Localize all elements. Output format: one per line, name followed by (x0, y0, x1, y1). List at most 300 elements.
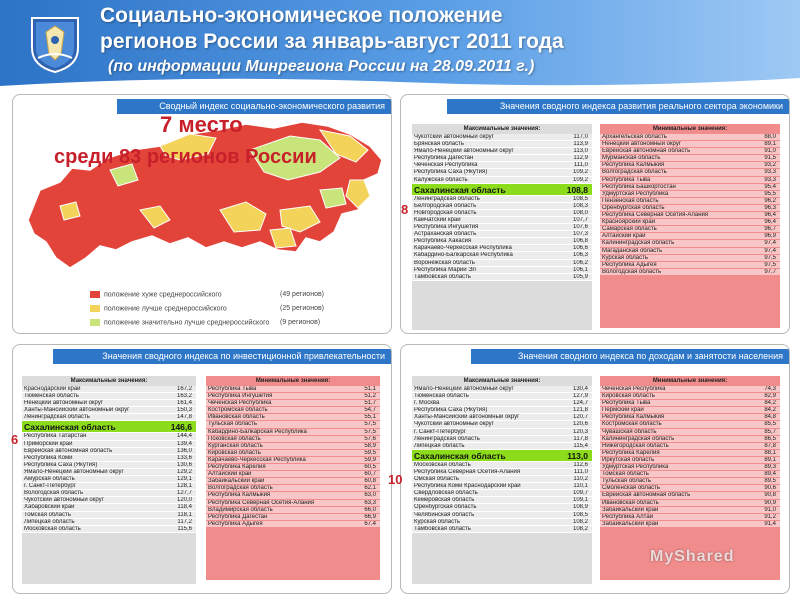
table-row (206, 471, 380, 478)
region-name: Алтайский край (602, 233, 646, 240)
index-value: 108,2 (572, 525, 588, 532)
index-value: 55,1 (364, 414, 376, 421)
legend-item-much-better: положение значительно лучше среднероссийского (9 регионов) (90, 319, 370, 326)
table-row (600, 485, 780, 492)
index-value: 97,5 (764, 261, 776, 268)
region-name: Омская область (414, 476, 460, 483)
table-row (412, 155, 592, 162)
table-row (412, 169, 592, 176)
index-value: 88,0 (764, 134, 776, 140)
index-value: 117,0 (573, 134, 588, 140)
region-name: Ненецкий автономный округ (24, 400, 104, 407)
table-row (22, 455, 196, 462)
region-name: Курская область (602, 254, 648, 261)
index-value: 108,9 (572, 504, 588, 511)
index-value: 120,7 (572, 414, 588, 421)
table-row (600, 457, 780, 464)
table-row (412, 504, 592, 511)
index-value: 60,5 (364, 464, 376, 471)
index-value: 93,2 (764, 162, 776, 169)
index-value: 89,5 (764, 478, 776, 485)
region-name: Камчатский край (414, 216, 461, 223)
region-name: Республика Дагестан (208, 513, 268, 520)
index-value: 113,0 (573, 148, 588, 155)
region-name: Ленинградская область (24, 414, 90, 421)
region-name: Кировская область (208, 449, 261, 456)
panel-title: Значения сводного индекса по инвестиционной привлекательности (53, 349, 391, 364)
table-row (206, 400, 380, 407)
table-row (600, 478, 780, 485)
region-name: Кабардино-Балкарская Республика (208, 428, 307, 435)
region-name: Республика Карелия (602, 449, 660, 456)
table-row (412, 400, 592, 407)
table-row (22, 462, 196, 469)
table-row (412, 483, 592, 490)
index-value: 108,3 (572, 202, 588, 209)
index-value: 96,3 (764, 204, 776, 211)
region-name: Республика Ингушетия (208, 393, 273, 400)
index-value: 89,1 (764, 141, 776, 148)
index-value: 129,2 (176, 468, 192, 475)
region-name: Тюменская область (24, 393, 79, 400)
index-value: 84,2 (764, 400, 776, 407)
region-name: Чувашская область (602, 428, 657, 435)
table-row (600, 443, 780, 450)
page-subtitle: (по информации Минрегиона России на 28.09.2011 г.) (108, 58, 535, 75)
index-value: 139,4 (176, 440, 192, 447)
region-name: Сахалинская область (414, 184, 506, 195)
region-name: Нижегородская область (602, 442, 669, 449)
max-values-table (22, 376, 196, 584)
panel-title: Значения сводного индекса развития реального сектора экономики (447, 99, 789, 114)
table-row (600, 500, 780, 507)
table-row (600, 191, 780, 198)
max-values-table (412, 376, 592, 584)
index-value: 84,2 (764, 407, 776, 414)
index-value: 108,5 (572, 195, 588, 202)
region-name: Чукотский автономный округ (414, 421, 494, 428)
region-name: Пермский край (602, 407, 644, 414)
index-value: 106,2 (572, 259, 588, 266)
table-row (600, 514, 780, 521)
region-name: Челябинская область (414, 511, 475, 518)
index-value: 89,3 (764, 464, 776, 471)
region-name: Республика Дагестан (414, 155, 474, 162)
index-value: 51,1 (364, 386, 376, 392)
table-row (206, 500, 380, 507)
legend-swatch (90, 305, 100, 312)
table-row (412, 196, 592, 203)
region-name: Вологодская область (24, 490, 84, 497)
region-name: Брянская область (414, 141, 464, 148)
region-name: г. Москва (414, 400, 440, 407)
region-name: Республика Тыва (602, 176, 651, 183)
table-header: Максимальные значения: (70, 378, 148, 384)
index-value: 93,3 (764, 176, 776, 183)
table-row (206, 407, 380, 414)
region-name: Удмуртская Республика (602, 190, 669, 197)
region-name: Кировская область (602, 393, 655, 400)
index-value: 60,8 (364, 478, 376, 485)
region-name: Липецкая область (24, 518, 75, 525)
index-value: 96,7 (764, 226, 776, 233)
table-row (412, 141, 592, 148)
table-header: Максимальные значения: (463, 126, 541, 132)
index-value: 128,1 (176, 483, 192, 490)
table-row (600, 233, 780, 240)
region-name: Вологодская область (602, 268, 662, 275)
region-name: Карачаево-Черкесская Республика (414, 245, 512, 252)
rank-description: среди 83 регионов России (54, 146, 317, 168)
region-name: Томская область (602, 471, 649, 478)
min-values-table (600, 124, 780, 328)
index-value: 107,6 (572, 224, 588, 231)
index-value: 118,1 (177, 511, 192, 518)
region-name: Липецкая область (414, 442, 465, 449)
index-value: 110,1 (573, 483, 588, 490)
table-row (22, 469, 196, 476)
index-value: 127,9 (572, 393, 588, 400)
table-row (412, 274, 592, 281)
index-value: 89,4 (764, 471, 776, 478)
table-row (600, 141, 780, 148)
region-name: г. Санкт-Петербург (414, 428, 466, 435)
table-row (600, 205, 780, 212)
table-row (22, 504, 196, 511)
legend-swatch (90, 319, 100, 326)
table-row (600, 155, 780, 162)
index-value: 97,7 (764, 268, 776, 275)
table-row (412, 519, 592, 526)
index-value: 109,1 (572, 497, 588, 504)
region-name: Ивановская область (602, 499, 659, 506)
table-row (600, 521, 780, 528)
index-value: 93,3 (764, 169, 776, 176)
table-row (412, 148, 592, 155)
index-value: 120,6 (572, 421, 588, 428)
region-name: Сахалинская область (24, 422, 116, 433)
index-value: 97,4 (764, 240, 776, 247)
region-name: Ивановская область (208, 414, 265, 421)
table-row (22, 519, 196, 526)
region-name: Республика Хакасия (414, 238, 472, 245)
index-value: 113,0 (567, 450, 588, 461)
index-value: 136,0 (176, 447, 192, 454)
index-value: 91,0 (764, 148, 776, 155)
index-value: 96,9 (764, 233, 776, 240)
index-value: 108,0 (572, 209, 588, 216)
index-value: 63,0 (364, 492, 376, 499)
table-row (206, 485, 380, 492)
table-row (600, 400, 780, 407)
region-name: Чеченская Республика (414, 162, 478, 169)
index-value: 161,4 (176, 400, 192, 407)
table-row (412, 203, 592, 210)
table-row (600, 464, 780, 471)
region-name: Тульская область (208, 421, 258, 428)
index-value: 124,7 (572, 400, 588, 407)
region-name: Калужская область (414, 176, 468, 183)
region-name: Тульская область (602, 478, 652, 485)
coat-of-arms-icon (28, 14, 82, 74)
table-row (412, 231, 592, 238)
region-name: Республика Северная Осетия-Алания (602, 212, 709, 219)
table-row (22, 476, 196, 483)
index-value: 109,2 (572, 169, 588, 176)
region-name: Волгоградская область (602, 169, 667, 176)
region-name: Еврейская автономная область (602, 148, 691, 155)
index-value: 95,4 (764, 183, 776, 190)
index-value: 90,6 (764, 485, 776, 492)
region-name: Ямало-Ненецкий автономный округ (24, 468, 124, 475)
region-name: Московская область (24, 525, 81, 532)
table-row-highlighted (412, 184, 592, 196)
table-row (600, 492, 780, 499)
region-name: Республика Марий Эл (414, 266, 476, 273)
region-name: Ненецкий автономный округ (602, 141, 682, 148)
table-row (206, 514, 380, 521)
index-value: 147,8 (176, 414, 192, 421)
index-value: 150,3 (176, 407, 192, 414)
index-value: 112,9 (573, 155, 588, 162)
region-name: Самарская область (602, 226, 657, 233)
index-value: 57,5 (364, 421, 376, 428)
index-value: 96,4 (764, 212, 776, 219)
table-row (600, 219, 780, 226)
table-row (22, 433, 196, 440)
table-row (600, 262, 780, 269)
region-name: Республика Северная Осетия-Алания (208, 499, 315, 506)
region-name: Курская область (414, 518, 460, 525)
table-row (412, 429, 592, 436)
region-name: Республика Карелия (208, 464, 266, 471)
table-row (206, 436, 380, 443)
index-value: 59,5 (364, 449, 376, 456)
index-value: 117,2 (177, 518, 192, 525)
index-value: 130,6 (176, 461, 192, 468)
region-name: Республика Башкортостан (602, 183, 676, 190)
region-name: Приморский край (24, 440, 73, 447)
table-row (206, 457, 380, 464)
table-row (600, 240, 780, 247)
table-row (412, 393, 592, 400)
region-name: Карачаево-Черкесская Республика (208, 456, 306, 463)
table-row (206, 464, 380, 471)
region-name: г. Санкт-Петербург (24, 483, 76, 490)
region-name: Чеченская Республика (208, 400, 272, 407)
table-row (600, 162, 780, 169)
region-name: Алтайский край (208, 471, 252, 478)
index-value: 97,4 (764, 247, 776, 254)
index-value: 109,7 (572, 490, 588, 497)
region-name: Тюменская область (414, 393, 469, 400)
legend-item-better: положение лучше среднероссийского (25 регионов) (90, 305, 370, 312)
region-name: Забайкальский край (602, 506, 659, 513)
region-name: Смоленская область (602, 485, 661, 492)
region-name: Ханты-Мансийский автономный округ (414, 414, 520, 421)
index-value: 105,9 (572, 273, 588, 280)
region-name: Воронежская область (414, 259, 475, 266)
index-value: 66,0 (364, 506, 376, 513)
table-row (22, 441, 196, 448)
region-name: Республика Ингушетия (414, 224, 479, 231)
index-value: 108,5 (572, 511, 588, 518)
table-row (412, 436, 592, 443)
table-row (206, 421, 380, 428)
table-row (22, 400, 196, 407)
region-name: Республика Саха (Якутия) (414, 169, 488, 176)
region-name: Еврейская автономная область (24, 447, 113, 454)
region-name: Владимирская область (208, 506, 273, 513)
region-name: Забайкальский край (602, 520, 659, 527)
table-row (412, 469, 592, 476)
region-name: Томская область (24, 511, 71, 518)
region-name: Новгородская область (414, 209, 477, 216)
table-row (412, 476, 592, 483)
index-value: 96,2 (764, 197, 776, 204)
region-name: Калининградская область (602, 240, 675, 247)
index-value: 167,2 (176, 386, 192, 392)
table-row (412, 443, 592, 450)
table-row (600, 471, 780, 478)
table-row (22, 512, 196, 519)
region-name: Иркутская область (602, 456, 655, 463)
table-row (412, 260, 592, 267)
table-row (600, 212, 780, 219)
index-value: 130,4 (572, 386, 588, 392)
table-row (600, 429, 780, 436)
index-value: 127,7 (176, 490, 192, 497)
index-value: 146,6 (170, 422, 192, 433)
table-row (206, 507, 380, 514)
table-row (600, 421, 780, 428)
region-name: Кемеровская область (414, 497, 475, 504)
region-name: Кабардино-Балкарская Республика (414, 252, 513, 259)
table-row (22, 490, 196, 497)
table-row (206, 521, 380, 528)
index-value: 60,7 (364, 471, 376, 478)
region-name: Курганская область (208, 442, 263, 449)
table-row (412, 462, 592, 469)
rank-place: 7 место (160, 112, 243, 137)
table-row (600, 148, 780, 155)
watermark-logo: MyShared (650, 548, 735, 565)
region-name: Ханты-Мансийский автономный округ (24, 407, 130, 414)
index-value: 106,6 (572, 245, 588, 252)
index-value: 112,6 (573, 461, 588, 468)
index-value: 84,8 (764, 414, 776, 421)
table-row (22, 386, 196, 393)
index-value: 89,1 (764, 456, 776, 463)
index-value: 82,9 (764, 393, 776, 400)
table-row (22, 483, 196, 490)
page-title-line1: Социально-экономическое положение (100, 4, 503, 27)
index-value: 51,7 (364, 400, 376, 407)
index-value: 109,2 (572, 176, 588, 183)
table-row (412, 134, 592, 141)
table-row (600, 169, 780, 176)
region-name: Красноярский край (602, 219, 656, 226)
table-row (600, 393, 780, 400)
region-name: Республика Коми Краснодарский край (414, 483, 521, 490)
table-row (412, 267, 592, 274)
table-row (412, 407, 592, 414)
index-value: 106,1 (572, 266, 588, 273)
region-name: Республика Северная Осетия-Алания (414, 468, 521, 475)
index-value: 108,8 (566, 184, 588, 195)
table-row (412, 238, 592, 245)
table-row (600, 507, 780, 514)
index-value: 106,8 (572, 238, 588, 245)
table-row (600, 198, 780, 205)
table-row (412, 490, 592, 497)
index-value: 58,9 (364, 442, 376, 449)
index-value: 67,4 (364, 520, 376, 527)
region-name: Республика Калмыкия (602, 162, 665, 169)
index-value: 113,9 (573, 141, 588, 148)
region-name: Республика Татарстан (24, 433, 87, 440)
index-value: 63,3 (364, 499, 376, 506)
region-name: Тамбовская область (414, 273, 471, 280)
table-row (206, 393, 380, 400)
index-value: 110,2 (573, 476, 588, 483)
table-row (600, 184, 780, 191)
table-row (412, 210, 592, 217)
region-name: Костромская область (208, 407, 268, 414)
region-name: Магаданская область (602, 247, 663, 254)
index-value: 91,5 (764, 155, 776, 162)
region-name: Оренбургская область (602, 204, 665, 211)
index-value: 91,2 (764, 513, 776, 520)
region-name: Калининградская область (602, 435, 675, 442)
table-row (412, 421, 592, 428)
region-name: Сахалинская область (414, 450, 506, 461)
index-value: 133,6 (176, 454, 192, 461)
table-row (412, 497, 592, 504)
region-name: Мурманская область (602, 155, 661, 162)
index-value: 62,1 (364, 485, 376, 492)
table-row (600, 134, 780, 141)
index-value: 88,1 (764, 449, 776, 456)
index-value: 107,3 (572, 231, 588, 238)
table-row (412, 526, 592, 533)
table-row (600, 436, 780, 443)
table-row (412, 217, 592, 224)
region-name: Республика Тыва (208, 386, 257, 392)
min-values-table (206, 376, 380, 580)
index-value: 74,3 (764, 386, 776, 392)
page-title-line2: регионов России за январь-август 2011 года (100, 30, 564, 53)
table-row (412, 162, 592, 169)
region-name: Республика Адыгея (208, 520, 263, 527)
index-value: 57,6 (364, 435, 376, 442)
table-header: Максимальные значения: (463, 378, 541, 384)
region-name: Псковская область (208, 435, 261, 442)
region-name: Республика Саха (Якутия) (24, 461, 98, 468)
table-row-highlighted (22, 421, 196, 433)
table-row (22, 526, 196, 533)
region-name: Республика Адыгея (602, 261, 657, 268)
index-value: 59,9 (364, 456, 376, 463)
index-value: 95,5 (764, 190, 776, 197)
table-row (412, 414, 592, 421)
index-value: 115,4 (573, 442, 588, 449)
index-value: 121,8 (572, 407, 588, 414)
table-header: Минимальные значения: (652, 126, 728, 132)
table-row (206, 450, 380, 457)
region-name: Оренбургская область (414, 504, 477, 511)
rank-marker: 10 (388, 472, 403, 487)
